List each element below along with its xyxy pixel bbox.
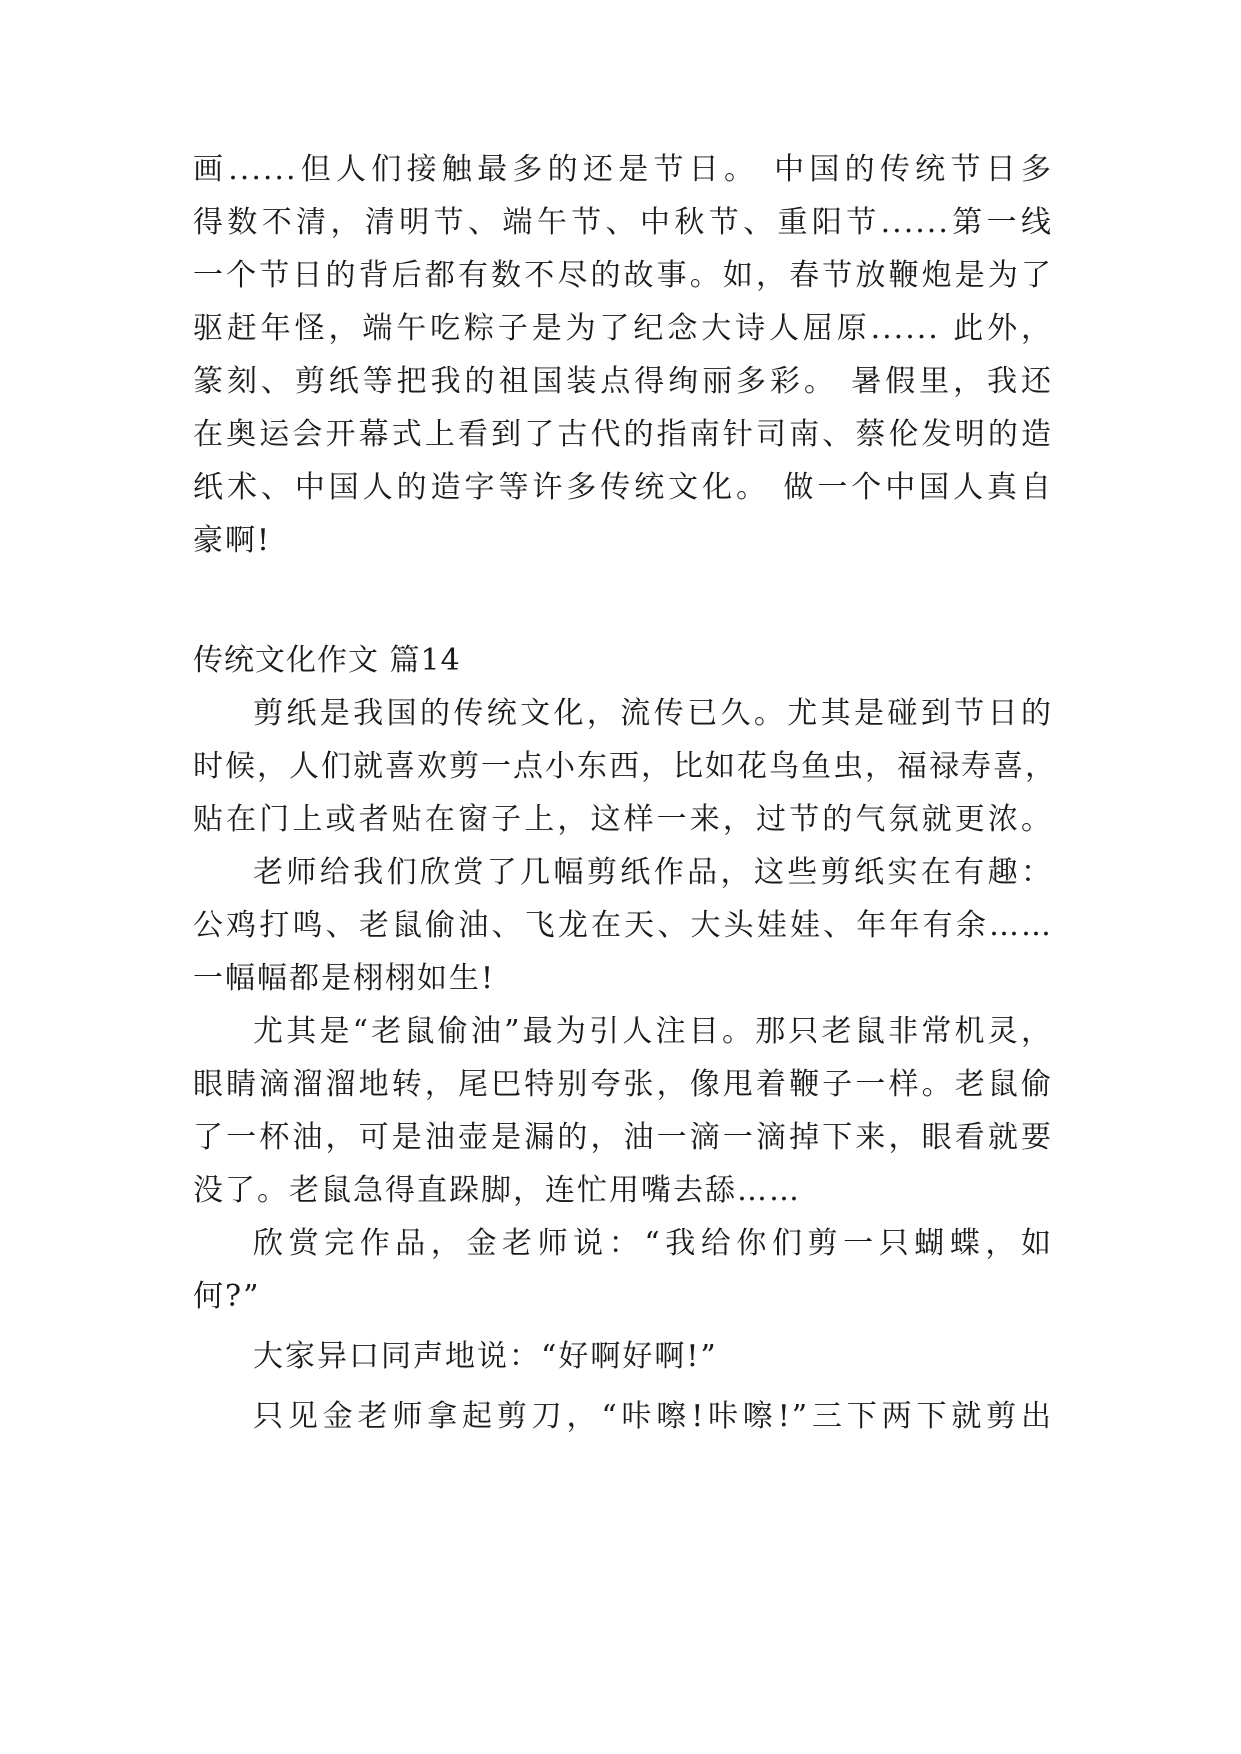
paragraph-line: 得数不清，清明节、端午节、中秋节、重阳节......第一线	[193, 205, 1053, 240]
section-heading: 传统文化作文 篇14	[193, 643, 461, 678]
paragraph-line: 欣赏完作品，金老师说：“我给你们剪一只蝴蝶，如	[253, 1226, 1053, 1261]
paragraph-line: 只见金老师拿起剪刀，“咔嚓!咔嚓!”三下两下就剪出	[253, 1399, 1053, 1434]
paragraph-line: 画......但人们接触最多的还是节日。 中国的传统节日多	[193, 152, 1053, 187]
paragraph-line: 贴在门上或者贴在窗子上，这样一来，过节的气氛就更浓。	[193, 802, 1053, 837]
paragraph-line: 纸术、中国人的造字等许多传统文化。 做一个中国人真自	[193, 470, 1053, 505]
paragraph-line: 老师给我们欣赏了几幅剪纸作品，这些剪纸实在有趣：	[253, 855, 1053, 890]
paragraph-line: 驱赶年怪，端午吃粽子是为了纪念大诗人屈原...... 此外，	[193, 311, 1053, 346]
paragraph-line: 尤其是“老鼠偷油”最为引人注目。那只老鼠非常机灵，	[253, 1014, 1053, 1049]
paragraph-line: 篆刻、剪纸等把我的祖国装点得绚丽多彩。 暑假里，我还	[193, 364, 1053, 399]
paragraph-line: 时候，人们就喜欢剪一点小东西，比如花鸟鱼虫，福禄寿喜，	[193, 749, 1057, 784]
paragraph-line: 大家异口同声地说：“好啊好啊!”	[253, 1339, 718, 1374]
paragraph-line: 何?”	[193, 1279, 261, 1314]
paragraph-line: 了一杯油，可是油壶是漏的，油一滴一滴掉下来，眼看就要	[193, 1120, 1053, 1155]
paragraph-line: 豪啊!	[193, 523, 272, 558]
paragraph-line: 剪纸是我国的传统文化，流传已久。尤其是碰到节日的	[253, 696, 1053, 731]
paragraph-line: 没了。老鼠急得直跺脚，连忙用嘴去舔……	[193, 1173, 801, 1208]
paragraph-line: 一幅幅都是栩栩如生!	[193, 961, 496, 996]
paragraph-line: 公鸡打鸣、老鼠偷油、飞龙在天、大头娃娃、年年有余……	[193, 908, 1053, 943]
paragraph-line: 一个节日的背后都有数不尽的故事。如，春节放鞭炮是为了	[193, 258, 1053, 293]
paragraph-line: 在奥运会开幕式上看到了古代的指南针司南、蔡伦发明的造	[193, 417, 1053, 452]
paragraph-line: 眼睛滴溜溜地转，尾巴特别夸张，像甩着鞭子一样。老鼠偷	[193, 1067, 1053, 1102]
